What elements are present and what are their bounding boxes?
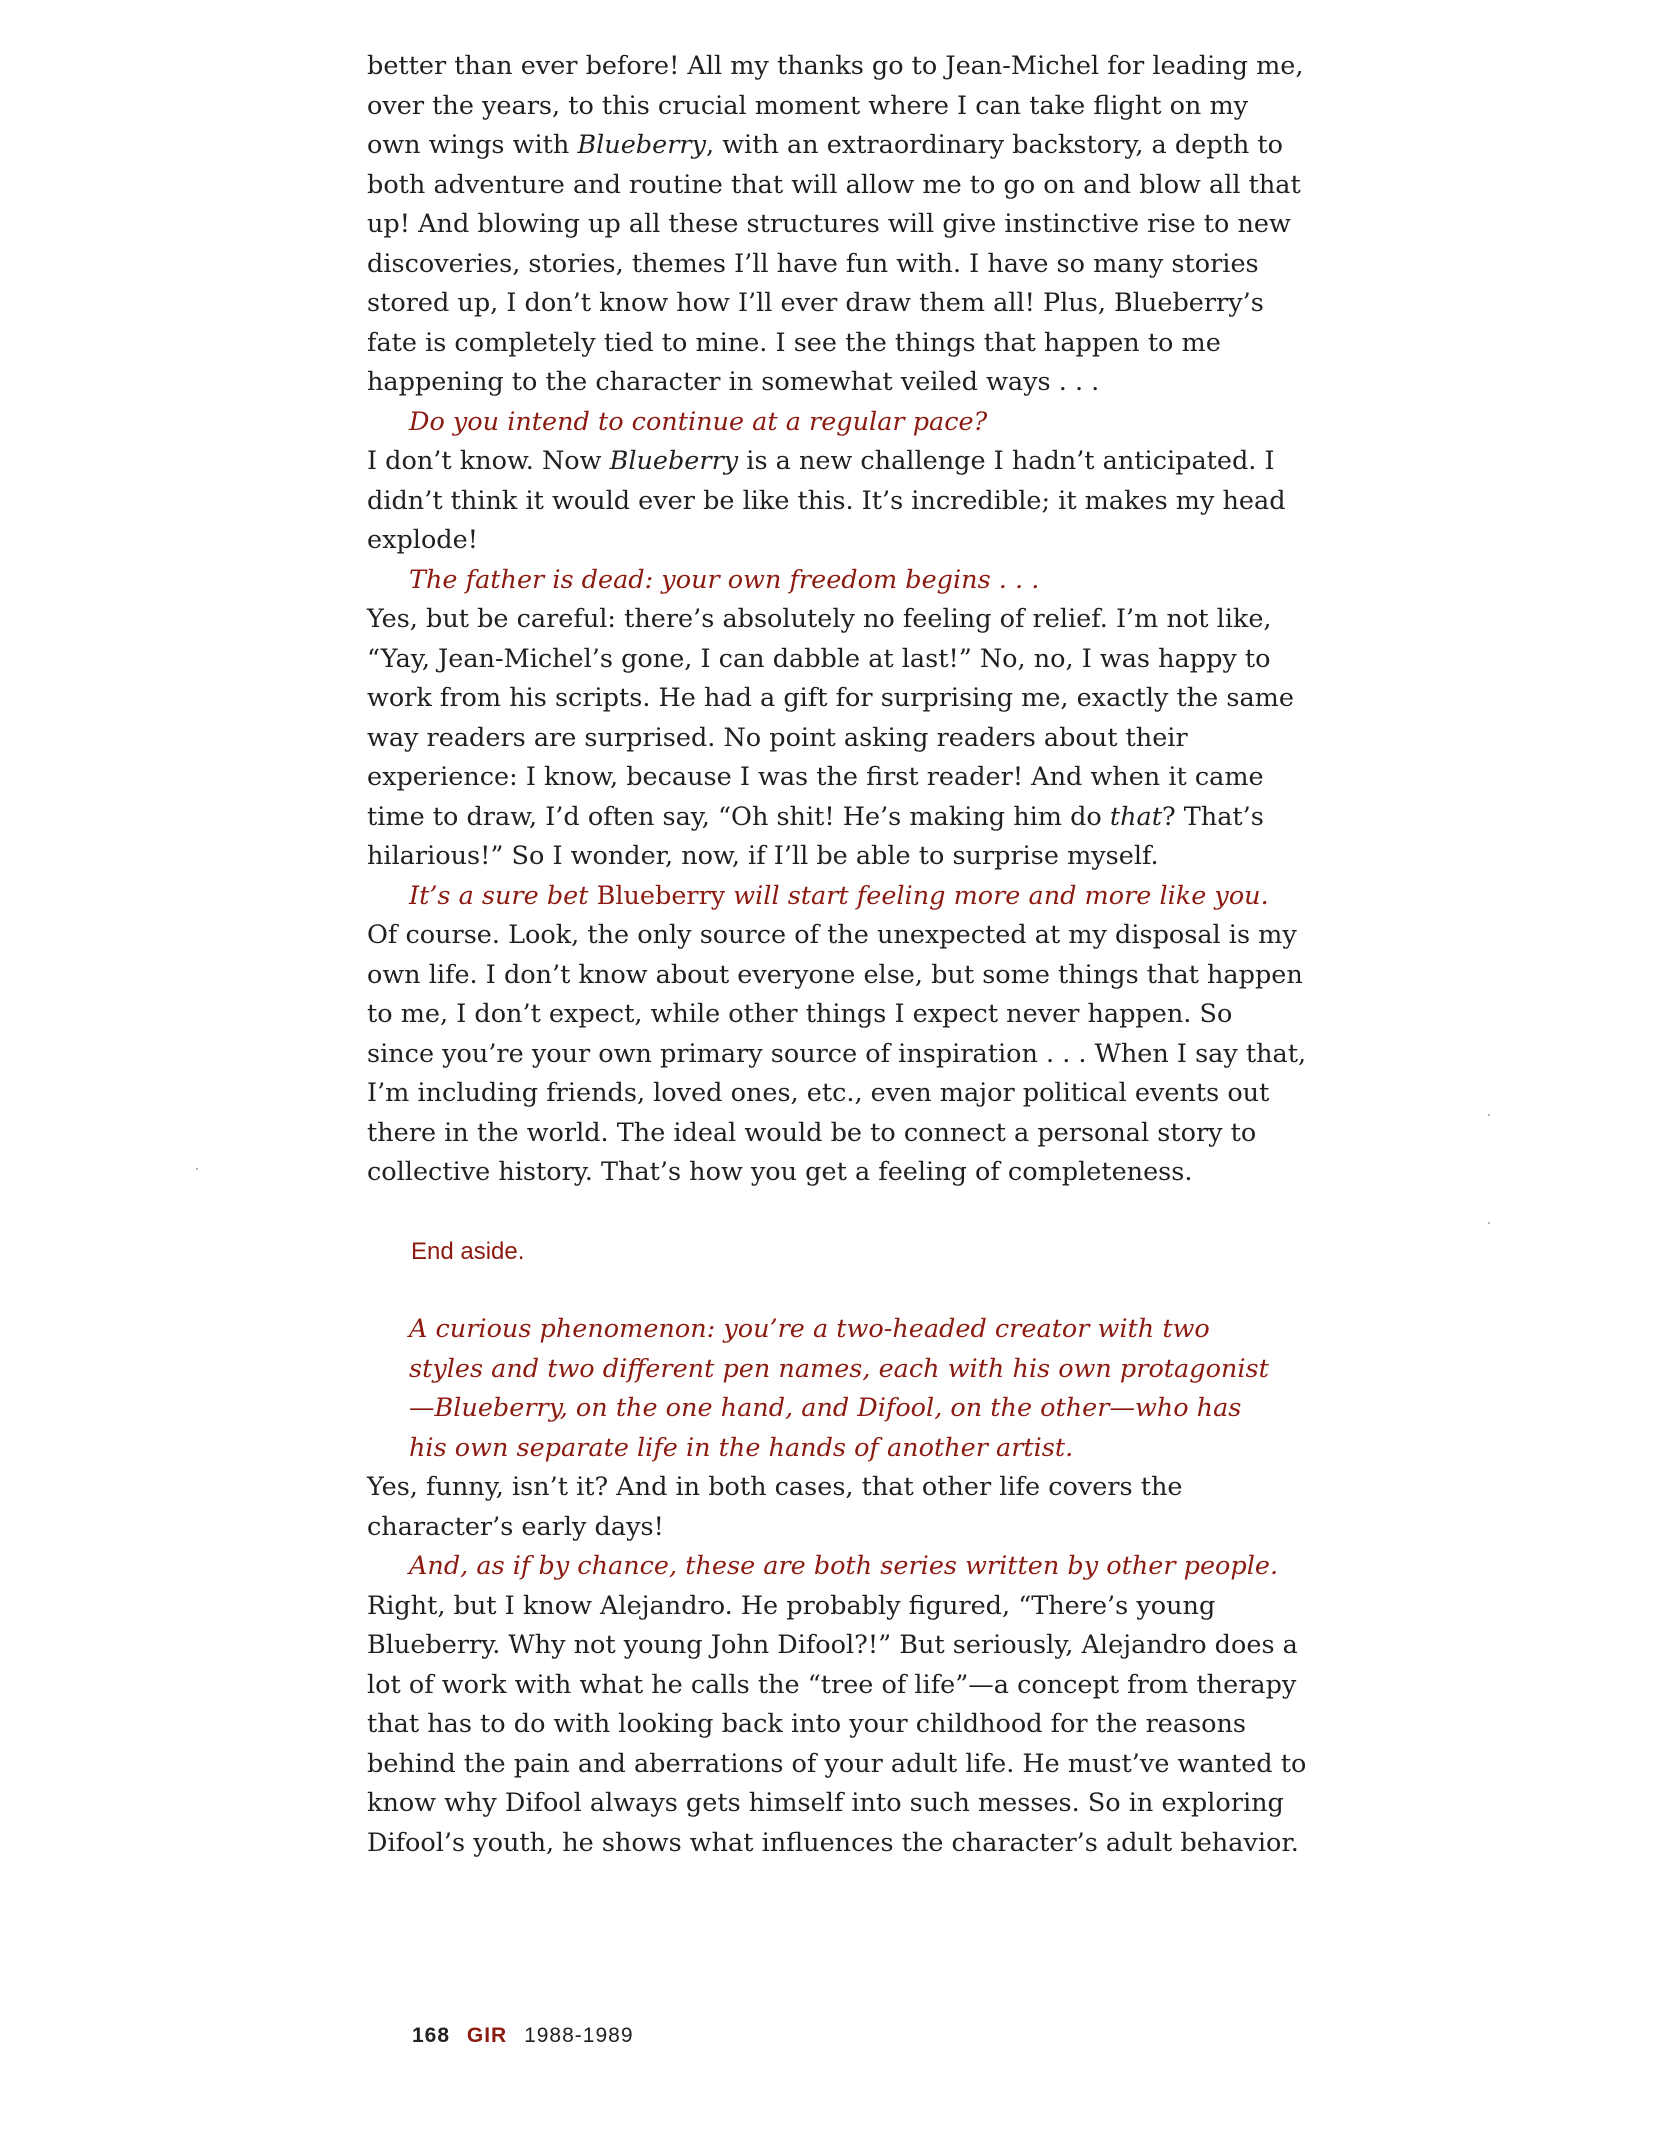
answer-paragraph — [367, 1587, 1307, 1864]
scan-speck — [1488, 1222, 1490, 1224]
page-number: 168 — [412, 2024, 451, 2047]
text-segment: Yes, funny, isn’t it? And in both cases, that other life covers the character’s early days! — [367, 1472, 1183, 1542]
text-segment: I don’t know. Now — [367, 446, 610, 476]
text-segment: The father is dead: your own freedom begins . . . — [409, 564, 1040, 595]
text-segment: A curious phenomenon: you’re a two-headed creator with two styles and two different pen names, each with his own protagonist—Blueberry, on the one hand, and Difool, on the other—who has his own separate life in the hands of another artist. — [409, 1314, 1269, 1463]
text-segment: Blueberry — [596, 880, 726, 911]
interview-question — [367, 1310, 1307, 1468]
interview-question — [367, 403, 1307, 443]
text-segment: better than ever before! All my thanks go to Jean-Michel for leading me, over the years, to this crucial moment where I can take flight on my own wings with — [367, 51, 1304, 160]
page-footer — [412, 2024, 634, 2048]
italic-text: Blueberry — [577, 130, 706, 160]
scan-speck — [1488, 1114, 1490, 1116]
interview-question — [367, 1547, 1307, 1587]
text-segment: Yes, but be careful: there’s absolutely no feeling of relief. I’m not like, “Yay, Jean-Michel’s gone, I can dabble at last!” No, no, I was happy to work from his scripts. He had a gift for surprising me, exactly the same way readers are surprised. No point asking readers about their experience: I know, because I was the first reader! And when it came time to draw, I’d often say, “Oh shit! He’s making him do — [367, 604, 1294, 832]
answer-paragraph — [367, 47, 1307, 403]
answer-paragraph — [367, 442, 1307, 561]
answer-paragraph — [367, 1468, 1307, 1547]
chapter-years: 1988-1989 — [524, 2024, 634, 2047]
italic-text: Blueberry — [609, 446, 739, 476]
text-segment: And, as if by chance, these are both series written by other people. — [409, 1551, 1279, 1581]
aside-end-marker — [367, 1232, 1307, 1272]
text-segment: It’s a sure bet — [409, 880, 597, 911]
scan-speck — [196, 1168, 198, 1170]
text-segment: Of course. Look, the only source of the unexpected at my disposal is my own life. I don’t know about everyone else, but some things that happen to me, I don’t expect, while other things I expect never happen. So since you’re your own primary source of inspiration . . . When I say that, I’m including friends, loved ones, etc., even major political events out there in the world. The ideal would be to connect a personal story to collective history. That’s how you get a feeling of completeness. — [367, 920, 1307, 1187]
text-segment: End aside. — [411, 1237, 525, 1265]
text-segment: Do you intend to continue at a regular pace? — [409, 406, 988, 437]
interview-question — [367, 877, 1307, 917]
book-title: GIR — [466, 2024, 508, 2047]
text-segment: ? That’s hilarious!” So I wonder, now, if I’ll be able to surprise myself. — [367, 801, 1264, 871]
text-segment: Right, but I know Alejandro. He probably figured, “There’s young Blueberry. Why not young John Difool?!” But seriously, Alejandro does a lot of work with what he calls the “tree of life”—a concept from therapy that has to do with looking back into your childhood for the reasons behind the pain and aberrations of your adult life. He must’ve wanted to know why Difool always gets himself into such messes. So in exploring Difool’s youth, he shows what influences the character’s adult behavior. — [367, 1590, 1307, 1858]
text-segment: is a new challenge I hadn’t anticipated. I didn’t think it would ever be like this. It’s incredible; it makes my head explode! — [367, 446, 1286, 555]
article-text — [367, 47, 1307, 1863]
answer-paragraph — [367, 600, 1307, 877]
text-segment: will start feeling more and more like you. — [725, 880, 1269, 911]
italic-text: that — [1109, 801, 1162, 832]
interview-question — [367, 561, 1307, 601]
text-segment: , with an extraordinary backstory, a depth to both adventure and routine that will allow me to go on and blow all that up! And blowing up all these structures will give instinctive rise to new discoveries, stories, themes I’ll have fun with. I have so many stories stored up, I don’t know how I’ll ever draw them all! Plus, Blueberry’s fate is completely tied to mine. I see the things that happen to me happening to the character in somewhat veiled ways . . . — [367, 130, 1301, 397]
answer-paragraph — [367, 916, 1307, 1193]
